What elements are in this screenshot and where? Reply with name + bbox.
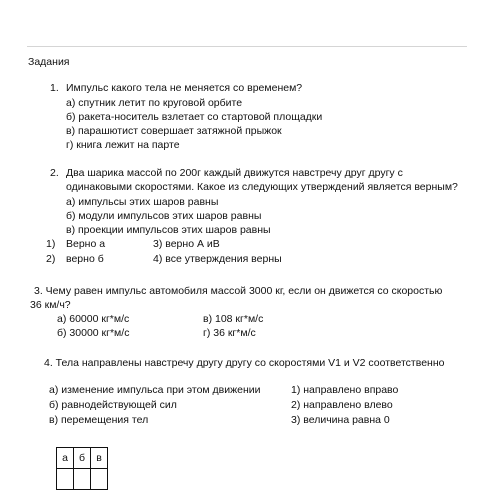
q2-answer-2-number: 2) bbox=[46, 253, 56, 265]
answer-table-header-c: в bbox=[91, 448, 108, 469]
q1-option-b: б) ракета-носитель взлетает со стартовой площадки bbox=[66, 111, 323, 123]
q3-text-line1: 3. Чему равен импульс автомобиля массой 3000 кг, если он движется со скоростью bbox=[34, 285, 443, 297]
q4-answer-1: 1) направлено вправо bbox=[291, 384, 399, 396]
q2-text-line1: Два шарика массой по 200г каждый движутся навстречу друг другу с bbox=[66, 167, 403, 179]
q1-option-c: в) парашютист совершает затяжной прыжок bbox=[66, 125, 282, 137]
q4-answer-2: 2) направлено влево bbox=[291, 399, 393, 411]
q4-answer-3: 3) величина равна 0 bbox=[291, 414, 390, 426]
answer-table bbox=[56, 447, 108, 490]
top-divider bbox=[27, 46, 467, 47]
q2-answer-4: 4) все утверждения верны bbox=[153, 253, 282, 265]
q2-answer-2: верно б bbox=[66, 253, 104, 265]
q2-option-b: б) модули импульсов этих шаров равны bbox=[66, 210, 262, 222]
q2-answer-1-number: 1) bbox=[46, 238, 56, 250]
answer-table-header-b: б bbox=[74, 448, 91, 469]
q3-option-a: а) 60000 кг*м/с bbox=[57, 313, 130, 325]
answer-table-header-a: а bbox=[57, 448, 74, 469]
answer-table-input-row bbox=[57, 469, 108, 490]
q1-option-a: а) спутник летит по круговой орбите bbox=[66, 97, 243, 109]
page-title: Задания bbox=[28, 56, 70, 68]
q3-text-line2: 36 км/ч? bbox=[30, 299, 71, 311]
q4-item-b: б) равнодействующей сил bbox=[49, 399, 177, 411]
q4-text: 4. Тела направлены навстречу другу другу со скоростями V1 и V2 соответственно bbox=[44, 357, 445, 369]
q3-option-c: в) 108 кг*м/с bbox=[203, 313, 264, 325]
q2-answer-3: 3) верно А иВ bbox=[153, 238, 220, 250]
q1-text: Импульс какого тела не меняется со временем? bbox=[66, 82, 303, 94]
q2-text-line2: одинаковыми скоростями. Какое из следующих утверждений является верным? bbox=[66, 181, 458, 193]
q2-number: 2. bbox=[50, 167, 59, 179]
q1-number: 1. bbox=[50, 82, 59, 94]
answer-cell-b[interactable] bbox=[74, 469, 91, 490]
q3-option-b: б) 30000 кг*м/с bbox=[57, 327, 130, 339]
q2-option-c: в) проекции импульсов этих шаров равны bbox=[66, 224, 271, 236]
answer-cell-c[interactable] bbox=[91, 469, 108, 490]
answer-cell-a[interactable] bbox=[57, 469, 74, 490]
q4-item-c: в) перемещения тел bbox=[49, 414, 149, 426]
q1-option-d: г) книга лежит на парте bbox=[66, 139, 180, 151]
q4-item-a: а) изменение импульса при этом движении bbox=[49, 384, 261, 396]
q2-answer-1: Верно а bbox=[66, 238, 106, 250]
q2-option-a: а) импульсы этих шаров равны bbox=[66, 196, 219, 208]
answer-table-header-row bbox=[57, 448, 108, 469]
q3-option-d: г) 36 кг*м/с bbox=[203, 327, 256, 339]
